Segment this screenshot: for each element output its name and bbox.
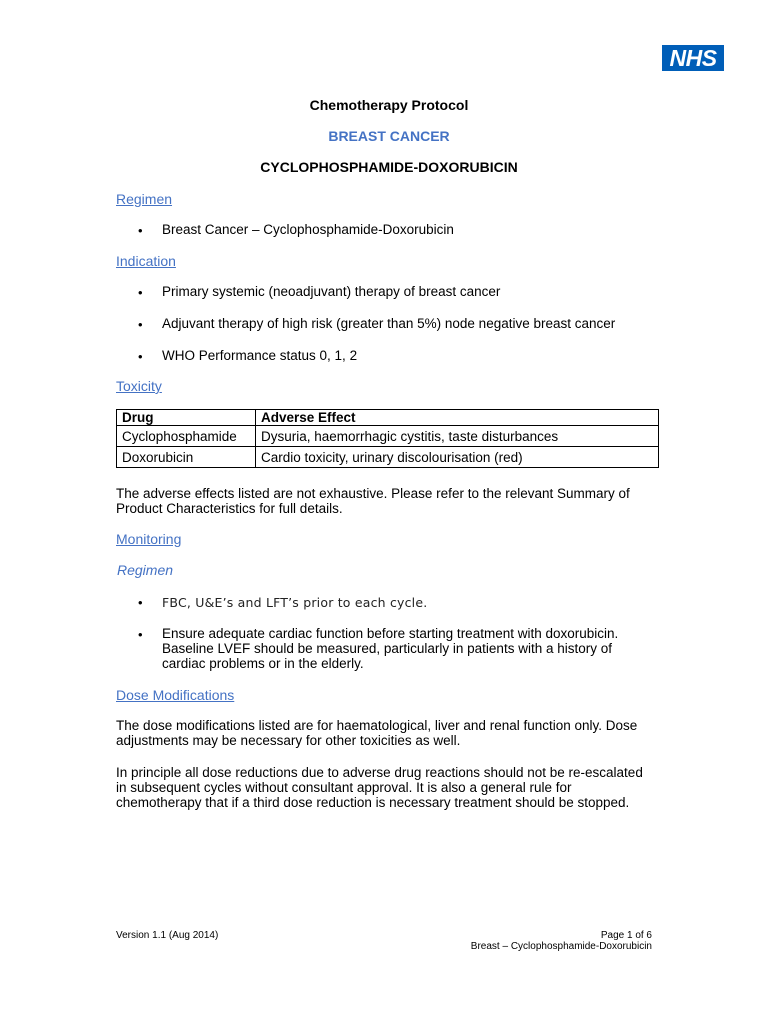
monitoring-item: FBC, U&E’s and LFT’s prior to each cycle. xyxy=(162,595,428,610)
table-row xyxy=(117,426,659,447)
document-title: Chemotherapy Protocol xyxy=(309,97,469,113)
table-row xyxy=(117,447,659,468)
toxicity-note: The adverse effects listed are not exhaustive. Please refer to the relevant Summary of Product Characteristics for full details. xyxy=(116,486,630,516)
table-cell-drug: Doxorubicin xyxy=(117,447,256,468)
dose-paragraph: The dose modifications listed are for haematological, liver and renal function only. Dose adjustments may be necessary for other toxicities as well. xyxy=(116,718,638,748)
footer-page-number: Page 1 of 6 xyxy=(600,930,652,941)
dose-paragraph: In principle all dose reductions due to adverse drug reactions should not be re-escalated in subsequent cycles without consultant approval. It is also a general rule for chemotherapy that if a third dose reduction is necessary treatment should be stopped. xyxy=(116,765,643,810)
bullet-icon: • xyxy=(138,285,143,300)
dose-modifications-heading: Dose Modifications xyxy=(116,687,235,703)
indication-heading: Indication xyxy=(116,253,176,269)
indication-item: WHO Performance status 0, 1, 2 xyxy=(162,348,358,363)
table-cell-drug: Cyclophosphamide xyxy=(117,426,256,447)
table-cell-effect: Dysuria, haemorrhagic cystitis, taste disturbances xyxy=(256,426,659,447)
bullet-icon: • xyxy=(138,627,143,642)
indication-item: Adjuvant therapy of high risk (greater than 5%) node negative breast cancer xyxy=(162,316,616,331)
toxicity-table xyxy=(116,409,659,468)
indication-item: Primary systemic (neoadjuvant) therapy of breast cancer xyxy=(162,284,501,299)
bullet-icon: • xyxy=(138,317,143,332)
column-header-adverse-effect: Adverse Effect xyxy=(256,410,659,426)
monitoring-heading: Monitoring xyxy=(116,531,182,547)
monitoring-item: Ensure adequate cardiac function before starting treatment with doxorubicin. Baseline LVEF should be measured, particularly in patients with a history of cardiac problems or in the elderly. xyxy=(162,626,619,671)
monitoring-subheading: Regimen xyxy=(117,562,174,578)
bullet-icon: • xyxy=(138,349,143,364)
regimen-item: Breast Cancer – Cyclophosphamide-Doxorubicin xyxy=(162,222,454,237)
toxicity-heading: Toxicity xyxy=(116,378,162,394)
document-subtitle: BREAST CANCER xyxy=(328,128,450,144)
regimen-title: CYCLOPHOSPHAMIDE-DOXORUBICIN xyxy=(260,159,518,175)
footer-document-name: Breast – Cyclophosphamide-Doxorubicin xyxy=(470,941,652,952)
bullet-icon: • xyxy=(138,595,143,610)
nhs-logo: NHS xyxy=(662,45,724,71)
footer-version: Version 1.1 (Aug 2014) xyxy=(116,930,219,941)
table-header-row xyxy=(117,410,659,426)
column-header-drug: Drug xyxy=(117,410,256,426)
table-cell-effect: Cardio toxicity, urinary discolourisation (red) xyxy=(256,447,659,468)
bullet-icon: • xyxy=(138,223,143,238)
regimen-heading: Regimen xyxy=(116,191,173,207)
